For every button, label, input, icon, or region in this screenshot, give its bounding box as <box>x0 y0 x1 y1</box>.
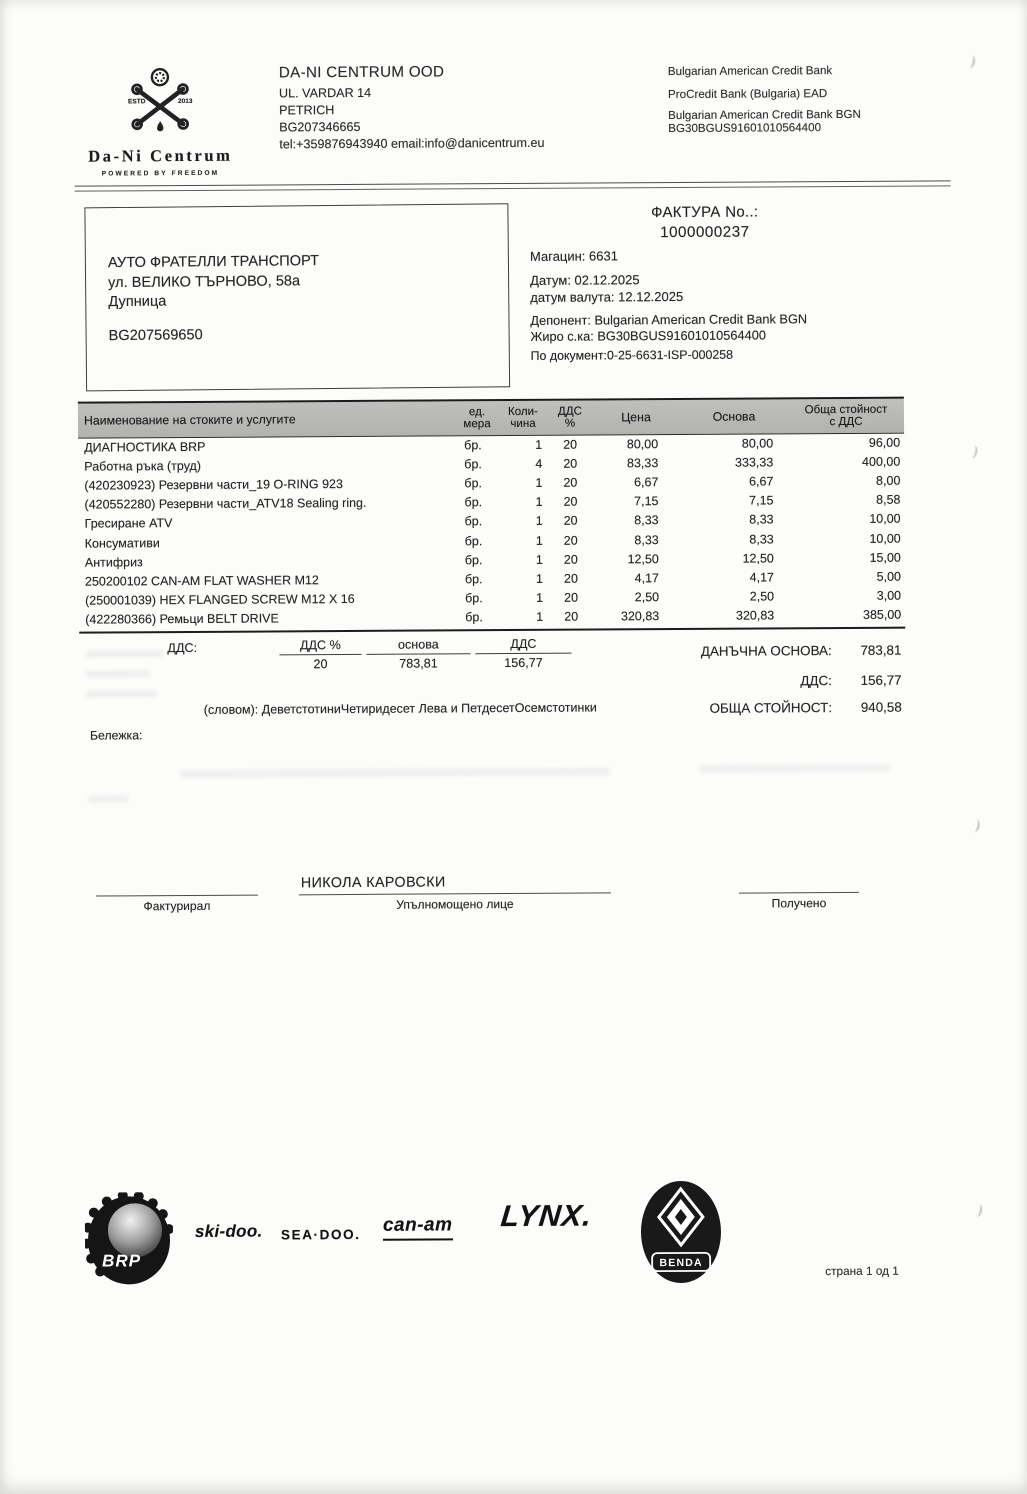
invoice-meta <box>530 204 903 364</box>
seller-info <box>279 62 545 154</box>
col-header-unit-l1: ед. <box>468 404 486 418</box>
invoice-depositor: Депонент: Bulgarian American Credit Bank BGN <box>530 310 808 328</box>
seller-contact: tel:+359876943940 email:info@danicentrum.eu <box>279 135 545 152</box>
bleed-through-smudge <box>700 764 890 773</box>
item-base: 8,33 <box>749 512 774 527</box>
invoice-number: 1000000237 <box>660 223 750 241</box>
vat-rate-value: 20 <box>313 657 328 672</box>
bleed-through-smudge <box>88 795 128 802</box>
logo-estd-text: ESTD <box>128 98 146 106</box>
item-vat: 20 <box>564 609 579 624</box>
item-total: 5,00 <box>876 569 902 584</box>
scan-artifact-mark <box>968 445 978 459</box>
vat-amount-value: 156,77 <box>504 655 543 671</box>
item-name: (422280366) Ремьци BELT DRIVE <box>85 611 279 627</box>
amount-in-words: (словом): ДеветстотиниЧетиридесет Лева и ПетдесетОсемстотинки <box>203 700 597 717</box>
item-vat: 20 <box>563 475 578 490</box>
scan-artifact-mark <box>970 819 980 833</box>
signature-line <box>299 892 611 895</box>
brp-gear-icon <box>85 1192 174 1287</box>
scan-artifact-mark <box>966 55 976 69</box>
seller-city: PETRICH <box>279 103 335 118</box>
item-vat: 20 <box>563 513 578 529</box>
tax-base-value: 783,81 <box>860 642 902 658</box>
item-price: 4,17 <box>634 571 660 586</box>
item-price: 8,33 <box>634 513 659 528</box>
col-header-vat-l2: % <box>564 416 576 430</box>
seller-name: DA-NI CENTRUM OOD <box>278 63 445 82</box>
item-qty: 1 <box>535 475 543 490</box>
seller-vat-number: BG207346665 <box>279 119 361 135</box>
item-price: 6,67 <box>633 475 659 490</box>
vat-summary-label: ДДС: <box>167 640 198 656</box>
bank-iban: BG30BGUS91601010564400 <box>668 120 822 135</box>
item-name: Антифриз <box>84 554 143 570</box>
item-total: 8,00 <box>875 473 901 488</box>
col-header-total <box>788 403 904 429</box>
item-name: (420230923) Резервни части_19 O-RING 923 <box>84 477 343 493</box>
seller-address: UL. VARDAR 14 <box>278 85 372 101</box>
brp-logo-text: BRP <box>102 1251 142 1271</box>
col-header-qty <box>498 405 548 430</box>
grand-total-label: ОБЩА СТОЙНОСТ: <box>709 700 833 716</box>
tax-base-label: ДАНЪЧНА ОСНОВА: <box>700 643 832 659</box>
vat-total-label: ДДС: <box>800 673 832 689</box>
invoice-store: Магацин: 6631 <box>529 248 618 264</box>
item-total: 96,00 <box>868 435 901 450</box>
item-name: 250200102 CAN-AM FLAT WASHER M12 <box>84 573 319 589</box>
page-number: страна 1 од 1 <box>825 1263 899 1279</box>
scan-artifact-mark <box>973 1203 983 1217</box>
issued-by-signature <box>96 895 258 914</box>
item-total: 10,00 <box>869 531 901 546</box>
item-price: 320,83 <box>620 609 660 624</box>
col-header-price: Цена <box>621 410 651 425</box>
item-qty: 4 <box>535 456 543 471</box>
customer-vat-number: BG207569650 <box>108 326 203 344</box>
item-name: Работна ръка (труд) <box>84 458 202 474</box>
item-unit: бр. <box>464 572 483 587</box>
item-total: 8,58 <box>876 492 901 507</box>
item-qty: 1 <box>535 552 543 567</box>
item-base: 8,33 <box>749 531 774 547</box>
item-qty: 1 <box>536 610 544 625</box>
item-qty: 1 <box>535 571 544 586</box>
col-header-vat <box>548 405 592 430</box>
item-base: 7,15 <box>749 493 774 508</box>
item-base: 320,83 <box>735 608 775 623</box>
bleed-through-smudge <box>180 767 610 778</box>
invoice-date: Датум: 02.12.2025 <box>530 271 640 288</box>
item-unit: бр. <box>464 514 483 529</box>
item-base: 4,17 <box>749 570 775 585</box>
received-label: Получено <box>771 896 827 911</box>
item-base: 12,50 <box>742 551 774 566</box>
item-price: 8,33 <box>634 532 659 547</box>
col-header-unit-l2: мера <box>463 417 491 431</box>
authorized-label: Упълномощено лице <box>396 897 514 912</box>
item-base: 333,33 <box>734 455 774 470</box>
item-total: 10,00 <box>869 511 901 527</box>
invoice-giro-account: Жиро с.ка: BG30BGUS91601010564400 <box>530 327 766 344</box>
invoice-title: ФАКТУРА No..: <box>651 203 759 222</box>
bank-line: ProCredit Bank (Bulgaria) EAD <box>667 87 828 102</box>
benda-logo-text: BENDA <box>659 1256 703 1270</box>
vat-total-value: 156,77 <box>860 672 902 688</box>
item-name: ДИАГНОСТИКА BRP <box>84 439 206 455</box>
vat-rate-column <box>279 638 361 672</box>
bank-line: Bulgarian American Credit Bank BGN <box>668 107 861 123</box>
item-total: 385,00 <box>862 607 902 623</box>
item-qty: 1 <box>535 437 543 452</box>
table-row <box>79 605 905 629</box>
vat-base-value: 783,81 <box>399 656 438 671</box>
vat-rate-header: ДДС % <box>279 638 361 656</box>
items-table-header <box>78 397 904 439</box>
received-signature <box>739 892 859 911</box>
grand-total-row <box>710 700 902 716</box>
item-qty: 1 <box>535 514 543 529</box>
customer-address: ул. ВЕЛИКО ТЪРНОВО, 58а <box>108 272 301 291</box>
item-base: 6,67 <box>748 474 774 489</box>
item-unit: бр. <box>465 591 483 606</box>
item-unit: бр. <box>465 610 483 625</box>
logo-brand-name: Da-Ni Centrum <box>88 145 233 166</box>
item-vat: 20 <box>563 533 578 548</box>
items-table-body <box>78 433 905 630</box>
customer-name: АУТО ФРАТЕЛЛИ ТРАНСПОРТ <box>107 253 320 272</box>
item-unit: бр. <box>464 456 482 472</box>
col-header-vat-l1: ДДС <box>557 404 583 418</box>
benda-diamond-icon <box>639 1179 724 1286</box>
col-header-name: Наименование на стоките и услугите <box>83 412 296 428</box>
item-unit: бр. <box>464 495 483 510</box>
item-price: 83,33 <box>626 455 659 471</box>
seadoo-logo: SEA·DOO. <box>280 1226 361 1243</box>
item-base: 80,00 <box>741 436 774 451</box>
brp-logo <box>85 1192 174 1292</box>
bleed-through-smudge <box>85 650 163 657</box>
item-name: Гресиране ATV <box>84 516 173 531</box>
benda-logo <box>639 1179 724 1291</box>
item-vat: 20 <box>563 437 578 452</box>
lynx-logo: LYNX. <box>499 1199 594 1234</box>
item-price: 12,50 <box>627 551 659 567</box>
tax-base-row <box>701 643 902 659</box>
bleed-through-smudge <box>86 690 158 697</box>
logo-tagline: POWERED BY FREEDOM <box>101 169 220 178</box>
vat-base-column <box>366 637 470 671</box>
crossed-wrenches-gear-icon <box>120 66 200 138</box>
vat-summary <box>167 637 576 672</box>
signature-line <box>96 895 258 897</box>
item-unit: бр. <box>464 476 483 491</box>
canam-logo: can-am <box>383 1214 453 1240</box>
header-divider <box>75 180 951 191</box>
item-name: Консумативи <box>84 535 160 551</box>
item-vat: 20 <box>564 590 579 605</box>
item-unit: бр. <box>464 533 483 548</box>
item-vat: 20 <box>563 552 578 567</box>
vat-base-header: основа <box>366 637 470 655</box>
col-header-qty-l1: Коли- <box>507 404 539 418</box>
item-unit: бр. <box>464 437 482 452</box>
item-name: (250001039) HEX FLANGED SCREW M12 X 16 <box>85 592 355 608</box>
vat-amount-column <box>475 637 571 671</box>
authorized-signature <box>299 892 611 912</box>
col-header-total-l2: с ДДС <box>829 414 863 429</box>
col-header-total-l1: Обща стойност <box>804 402 888 416</box>
item-total: 400,00 <box>861 454 901 469</box>
item-qty: 1 <box>535 494 543 510</box>
item-base: 2,50 <box>749 589 775 604</box>
note-label: Бележка: <box>89 728 143 743</box>
customer-box <box>84 203 510 391</box>
authorized-person-name: НИКОЛА КАРОВСКИ <box>300 874 446 892</box>
customer-city: Дупница <box>108 293 167 311</box>
col-header-base: Основа <box>712 409 756 424</box>
bank-list <box>668 64 861 135</box>
invoice-doc-ref: По документ:0-25-6631-ISP-000258 <box>530 347 734 363</box>
vat-total-row <box>800 673 901 689</box>
item-qty: 1 <box>536 590 544 605</box>
item-vat: 20 <box>563 571 578 586</box>
item-price: 80,00 <box>626 436 659 451</box>
item-price: 2,50 <box>634 590 660 605</box>
bank-line: Bulgarian American Credit Bank <box>667 64 833 79</box>
item-vat: 20 <box>563 494 578 509</box>
seller-logo <box>81 66 240 178</box>
skidoo-logo: ski-doo. <box>194 1221 263 1241</box>
signature-line <box>739 892 859 894</box>
col-header-unit <box>456 406 498 431</box>
col-header-qty-l2: чина <box>510 416 536 431</box>
item-price: 7,15 <box>634 494 659 509</box>
invoice-value-date: датум валута: 12.12.2025 <box>530 288 684 305</box>
item-name: (420552280) Резервни части_ATV18 Sealing ring. <box>84 496 367 512</box>
item-vat: 20 <box>563 456 578 471</box>
issued-by-label: Фактурирал <box>143 898 211 914</box>
item-total: 3,00 <box>876 588 902 603</box>
item-unit: бр. <box>464 552 483 568</box>
item-qty: 1 <box>535 533 543 548</box>
vat-amount-header: ДДС <box>475 637 571 655</box>
grand-total-value: 940,58 <box>860 699 902 715</box>
logo-year-text: 2013 <box>178 97 193 106</box>
bleed-through-smudge <box>86 670 150 677</box>
item-total: 15,00 <box>869 550 901 565</box>
